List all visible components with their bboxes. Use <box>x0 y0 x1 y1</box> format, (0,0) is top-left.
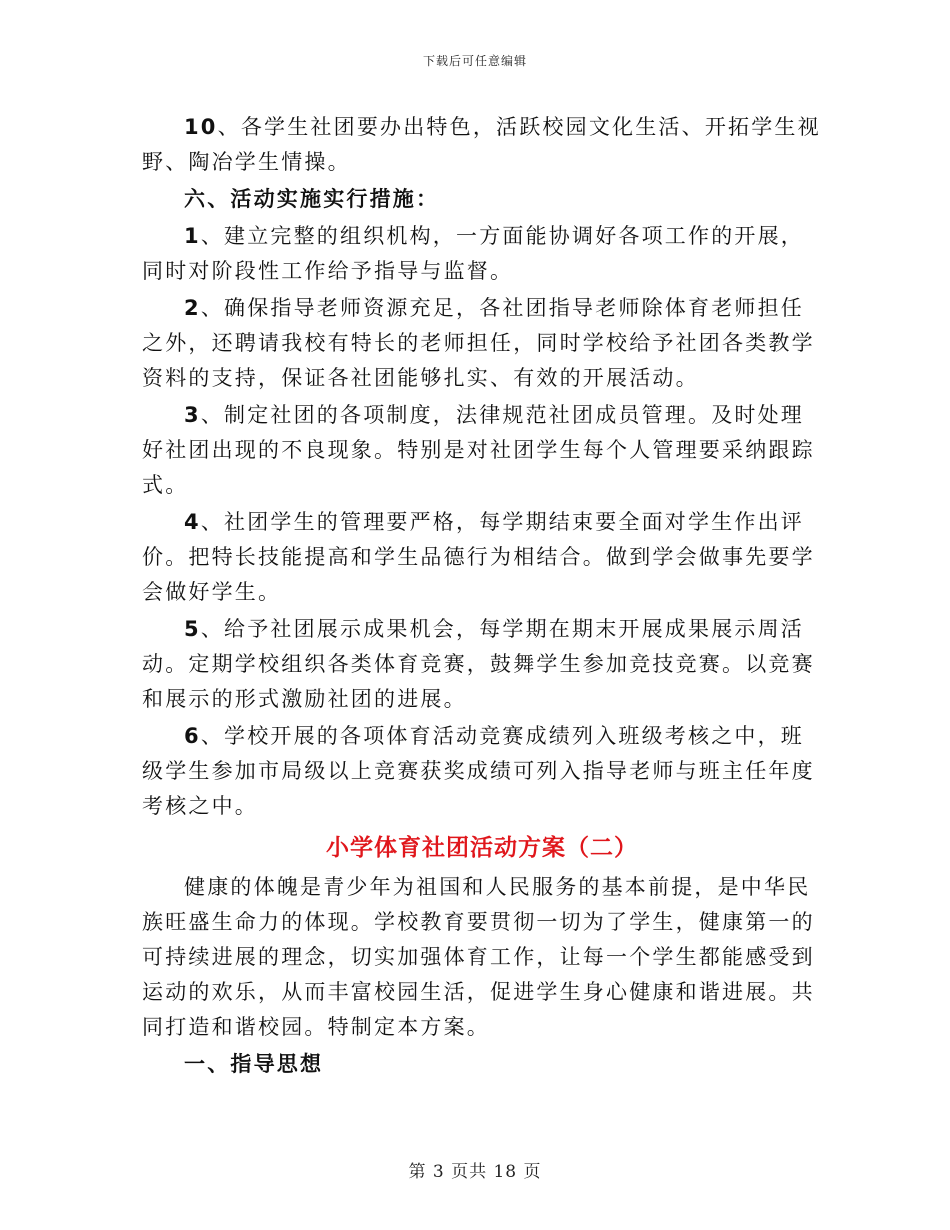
item-number: 4 <box>184 510 201 534</box>
item-number: 5 <box>184 617 201 641</box>
paragraph-item-2 <box>142 291 822 396</box>
paragraph-item-1 <box>142 219 822 289</box>
document-title: 小学体育社团活动方案（二） <box>326 835 638 861</box>
item-text: 、给予社团展示成果机会，每学期在期末开展成果展示周活动。定期学校组织各类体育竞赛，鼓舞学生参加竞技竞赛。以竞赛和展示的形式激励社团的进展。 <box>142 617 815 711</box>
paragraph-item-5 <box>142 612 822 717</box>
page-footer: 第 3 页共 18 页 <box>408 1162 542 1182</box>
paragraph-item-10 <box>142 110 822 180</box>
paragraph-item-4 <box>142 505 822 610</box>
item-number: 1 <box>184 224 201 248</box>
section-heading-1: 一、指导思想 <box>184 1052 324 1076</box>
paragraph-item-6 <box>142 719 822 824</box>
item-number: 6 <box>184 724 201 748</box>
section-heading-6: 六、活动实施实行措施： <box>184 187 440 211</box>
item-text: 、各学生社团要办出特色，活跃校园文化生活、开拓学生视野、陶冶学生情操。 <box>142 115 821 174</box>
item-text: 、制定社团的各项制度，法律规范社团成员管理。及时处理好社团出现的不良现象。特别是对社团学生每个人管理要采纳跟踪式。 <box>142 403 815 497</box>
item-text: 、学校开展的各项体育活动竞赛成绩列入班级考核之中，班级学生参加市局级以上竞赛获奖成绩可列入指导老师与班主任年度考核之中。 <box>142 724 815 818</box>
item-number: 10 <box>184 115 218 139</box>
item-number: 3 <box>184 403 201 427</box>
item-text: 、确保指导老师资源充足，各社团指导老师除体育老师担任之外，还聘请我校有特长的老师担任，同时学校给予社团各类教学资料的支持，保证各社团能够扎实、有效的开展活动。 <box>142 296 815 390</box>
item-text: 、建立完整的组织机构，一方面能协调好各项工作的开展，同时对阶段性工作给予指导与监督。 <box>142 224 805 283</box>
item-text: 、社团学生的管理要严格，每学期结束要全面对学生作出评价。把特长技能提高和学生品德行为相结合。做到学会做事先要学会做好学生。 <box>142 510 815 604</box>
paragraph-item-3 <box>142 398 822 503</box>
page-header: 下载后可任意编辑 <box>422 54 527 68</box>
item-number: 2 <box>184 296 201 320</box>
document-body <box>142 110 822 1084</box>
intro-paragraph: 健康的体魄是青少年为祖国和人民服务的基本前提，是中华民族旺盛生命力的体现。学校教育要贯彻一切为了学生，健康第一的可持续进展的理念，切实加强体育工作，让每一个学生都能感受到运动的欢乐，从而丰富校园生活，促进学生身心健康和谐进展。共同打造和谐校园。特制定本方案。 <box>142 875 815 1039</box>
